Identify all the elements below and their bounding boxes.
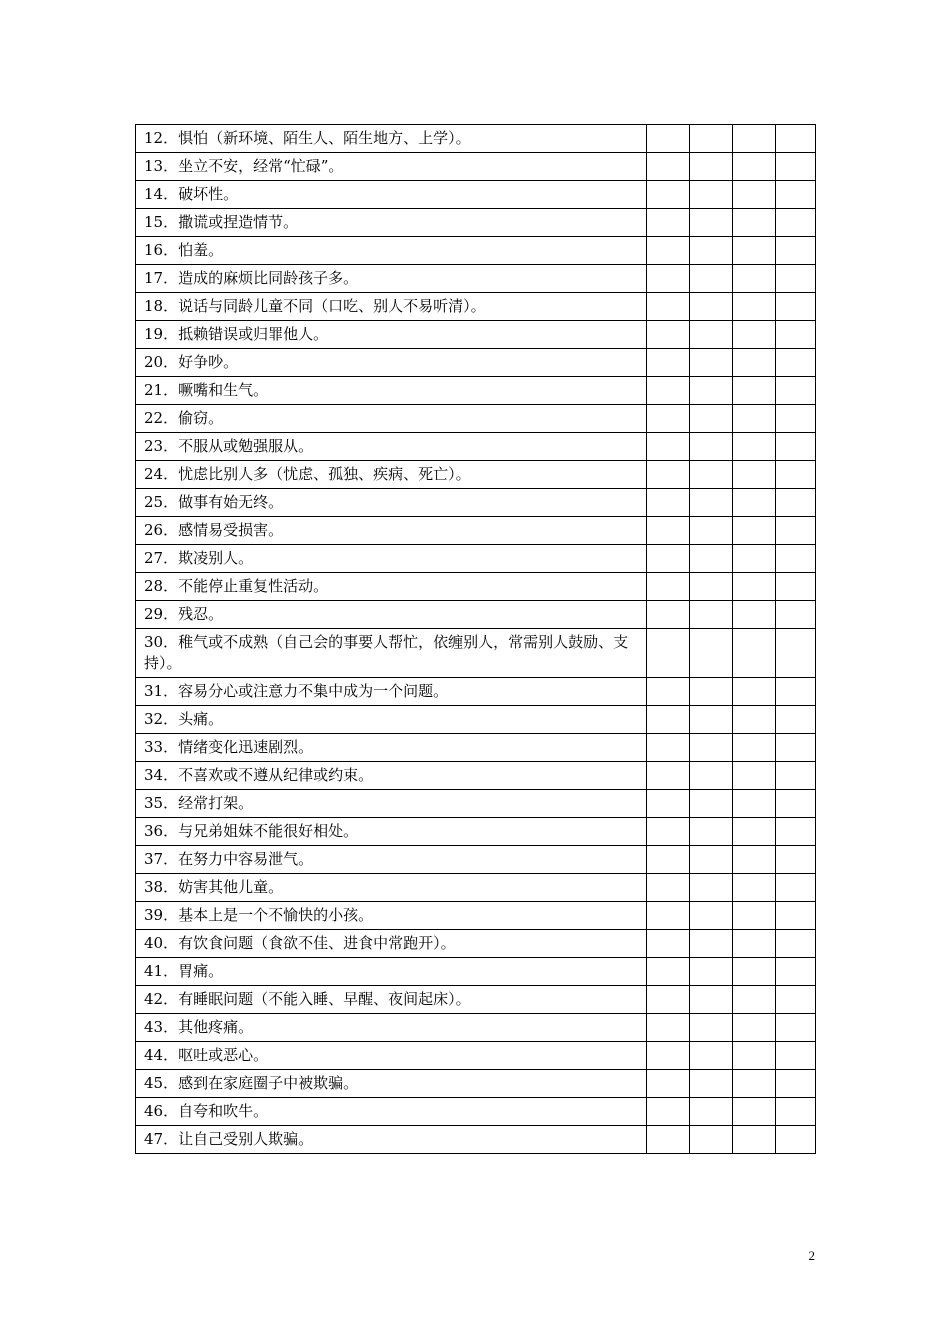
table-row — [136, 125, 816, 153]
rating-cell-4[interactable] — [776, 237, 816, 265]
item-text: 33．情绪变化迅速剧烈。 — [136, 734, 647, 762]
table-row — [136, 209, 816, 237]
rating-cell-2[interactable] — [690, 902, 733, 930]
rating-cell-2[interactable] — [690, 461, 733, 489]
rating-cell-3[interactable] — [733, 762, 776, 790]
item-text: 16．怕羞。 — [136, 237, 647, 265]
table-row — [136, 153, 816, 181]
rating-cell-1[interactable] — [647, 678, 690, 706]
rating-cell-2[interactable] — [690, 125, 733, 153]
table-row — [136, 762, 816, 790]
table-row — [136, 790, 816, 818]
rating-cell-2[interactable] — [690, 293, 733, 321]
rating-cell-3[interactable] — [733, 734, 776, 762]
table-row — [136, 1042, 816, 1070]
rating-cell-1[interactable] — [647, 125, 690, 153]
table-row — [136, 930, 816, 958]
table-row — [136, 237, 816, 265]
rating-cell-2[interactable] — [690, 762, 733, 790]
item-text: 15．撒谎或捏造情节。 — [136, 209, 647, 237]
rating-cell-3[interactable] — [733, 433, 776, 461]
rating-cell-2[interactable] — [690, 377, 733, 405]
table-row — [136, 489, 816, 517]
table-row — [136, 433, 816, 461]
item-text: 21．噘嘴和生气。 — [136, 377, 647, 405]
rating-cell-2[interactable] — [690, 1014, 733, 1042]
rating-cell-3[interactable] — [733, 489, 776, 517]
rating-cell-1[interactable] — [647, 377, 690, 405]
rating-cell-1[interactable] — [647, 153, 690, 181]
rating-cell-3[interactable] — [733, 181, 776, 209]
rating-cell-1[interactable] — [647, 734, 690, 762]
rating-cell-3[interactable] — [733, 125, 776, 153]
item-text: 23．不服从或勉强服从。 — [136, 433, 647, 461]
item-text: 13．坐立不安，经常“忙碌”。 — [136, 153, 647, 181]
rating-cell-4[interactable] — [776, 209, 816, 237]
rating-cell-3[interactable] — [733, 349, 776, 377]
rating-cell-4[interactable] — [776, 762, 816, 790]
table-row — [136, 545, 816, 573]
table-row — [136, 818, 816, 846]
rating-cell-1[interactable] — [647, 433, 690, 461]
rating-cell-4[interactable] — [776, 265, 816, 293]
rating-cell-4[interactable] — [776, 818, 816, 846]
item-text: 42．有睡眠问题（不能入睡、早醒、夜间起床）。 — [136, 986, 647, 1014]
rating-cell-3[interactable] — [733, 573, 776, 601]
rating-cell-1[interactable] — [647, 181, 690, 209]
rating-cell-3[interactable] — [733, 629, 776, 678]
rating-cell-4[interactable] — [776, 181, 816, 209]
rating-cell-3[interactable] — [733, 377, 776, 405]
item-text: 30．稚气或不成熟（自己会的事要人帮忙，依缠别人，常需别人鼓励、支持）。 — [136, 629, 647, 678]
rating-cell-4[interactable] — [776, 573, 816, 601]
rating-cell-3[interactable] — [733, 517, 776, 545]
item-text: 17．造成的麻烦比同龄孩子多。 — [136, 265, 647, 293]
item-text: 41．胃痛。 — [136, 958, 647, 986]
item-text: 25．做事有始无终。 — [136, 489, 647, 517]
table-row — [136, 461, 816, 489]
item-text: 47．让自己受别人欺骗。 — [136, 1126, 647, 1154]
rating-cell-4[interactable] — [776, 1098, 816, 1126]
rating-cell-3[interactable] — [733, 846, 776, 874]
rating-cell-4[interactable] — [776, 734, 816, 762]
rating-cell-3[interactable] — [733, 405, 776, 433]
rating-cell-1[interactable] — [647, 1126, 690, 1154]
rating-cell-2[interactable] — [690, 237, 733, 265]
rating-cell-3[interactable] — [733, 545, 776, 573]
table-row — [136, 846, 816, 874]
rating-cell-2[interactable] — [690, 349, 733, 377]
rating-cell-2[interactable] — [690, 1070, 733, 1098]
table-row — [136, 377, 816, 405]
rating-cell-1[interactable] — [647, 930, 690, 958]
rating-cell-1[interactable] — [647, 265, 690, 293]
rating-cell-3[interactable] — [733, 321, 776, 349]
rating-cell-4[interactable] — [776, 545, 816, 573]
rating-cell-2[interactable] — [690, 517, 733, 545]
table-row — [136, 1126, 816, 1154]
rating-cell-2[interactable] — [690, 678, 733, 706]
table-row — [136, 293, 816, 321]
rating-cell-4[interactable] — [776, 405, 816, 433]
rating-cell-2[interactable] — [690, 181, 733, 209]
item-text: 12．惧怕（新环境、陌生人、陌生地方、上学）。 — [136, 125, 647, 153]
item-text: 45．感到在家庭圈子中被欺骗。 — [136, 1070, 647, 1098]
rating-cell-4[interactable] — [776, 1042, 816, 1070]
item-text: 18．说话与同龄儿童不同（口吃、别人不易听清）。 — [136, 293, 647, 321]
table-row — [136, 986, 816, 1014]
item-text: 24．忧虑比别人多（忧虑、孤独、疾病、死亡）。 — [136, 461, 647, 489]
table-row — [136, 1098, 816, 1126]
table-row — [136, 265, 816, 293]
rating-cell-1[interactable] — [647, 902, 690, 930]
rating-cell-4[interactable] — [776, 489, 816, 517]
rating-cell-4[interactable] — [776, 153, 816, 181]
rating-cell-4[interactable] — [776, 902, 816, 930]
item-text: 35．经常打架。 — [136, 790, 647, 818]
item-text: 31．容易分心或注意力不集中成为一个问题。 — [136, 678, 647, 706]
rating-cell-3[interactable] — [733, 237, 776, 265]
rating-cell-3[interactable] — [733, 1126, 776, 1154]
rating-cell-4[interactable] — [776, 125, 816, 153]
item-text: 39．基本上是一个不愉快的小孩。 — [136, 902, 647, 930]
rating-cell-4[interactable] — [776, 629, 816, 678]
table-row — [136, 181, 816, 209]
item-text: 19．抵赖错误或归罪他人。 — [136, 321, 647, 349]
rating-cell-1[interactable] — [647, 461, 690, 489]
rating-cell-4[interactable] — [776, 321, 816, 349]
rating-cell-2[interactable] — [690, 1042, 733, 1070]
rating-cell-4[interactable] — [776, 678, 816, 706]
rating-cell-3[interactable] — [733, 818, 776, 846]
table-row — [136, 517, 816, 545]
rating-cell-3[interactable] — [733, 153, 776, 181]
rating-cell-1[interactable] — [647, 790, 690, 818]
rating-cell-4[interactable] — [776, 1070, 816, 1098]
rating-cell-3[interactable] — [733, 461, 776, 489]
rating-cell-2[interactable] — [690, 601, 733, 629]
rating-cell-3[interactable] — [733, 293, 776, 321]
rating-cell-2[interactable] — [690, 153, 733, 181]
rating-cell-1[interactable] — [647, 958, 690, 986]
rating-cell-2[interactable] — [690, 405, 733, 433]
item-text: 29．残忍。 — [136, 601, 647, 629]
rating-cell-2[interactable] — [690, 790, 733, 818]
rating-cell-3[interactable] — [733, 1098, 776, 1126]
rating-cell-2[interactable] — [690, 545, 733, 573]
item-text: 46．自夸和吹牛。 — [136, 1098, 647, 1126]
table-row — [136, 629, 816, 678]
rating-cell-2[interactable] — [690, 818, 733, 846]
rating-cell-2[interactable] — [690, 1098, 733, 1126]
item-text: 22．偷窃。 — [136, 405, 647, 433]
rating-cell-1[interactable] — [647, 1070, 690, 1098]
item-text: 14．破坏性。 — [136, 181, 647, 209]
table-row — [136, 678, 816, 706]
rating-cell-1[interactable] — [647, 1014, 690, 1042]
rating-cell-1[interactable] — [647, 846, 690, 874]
rating-cell-2[interactable] — [690, 629, 733, 678]
rating-cell-2[interactable] — [690, 930, 733, 958]
item-text: 26．感情易受损害。 — [136, 517, 647, 545]
rating-cell-3[interactable] — [733, 790, 776, 818]
item-text: 32．头痛。 — [136, 706, 647, 734]
table-row — [136, 1070, 816, 1098]
rating-cell-3[interactable] — [733, 930, 776, 958]
page-number: 2 — [808, 1248, 815, 1263]
rating-cell-2[interactable] — [690, 573, 733, 601]
item-text: 20．好争吵。 — [136, 349, 647, 377]
rating-cell-3[interactable] — [733, 209, 776, 237]
rating-cell-2[interactable] — [690, 706, 733, 734]
rating-cell-2[interactable] — [690, 433, 733, 461]
rating-cell-3[interactable] — [733, 678, 776, 706]
rating-cell-3[interactable] — [733, 1070, 776, 1098]
item-text: 36．与兄弟姐妹不能很好相处。 — [136, 818, 647, 846]
rating-cell-1[interactable] — [647, 237, 690, 265]
rating-cell-1[interactable] — [647, 517, 690, 545]
item-text: 43．其他疼痛。 — [136, 1014, 647, 1042]
table-row — [136, 874, 816, 902]
item-text: 44．呕吐或恶心。 — [136, 1042, 647, 1070]
questionnaire-rows — [136, 125, 816, 1154]
table-row — [136, 573, 816, 601]
rating-cell-4[interactable] — [776, 601, 816, 629]
rating-cell-4[interactable] — [776, 517, 816, 545]
rating-cell-1[interactable] — [647, 349, 690, 377]
rating-cell-2[interactable] — [690, 846, 733, 874]
rating-cell-2[interactable] — [690, 734, 733, 762]
rating-cell-4[interactable] — [776, 706, 816, 734]
item-text: 28．不能停止重复性活动。 — [136, 573, 647, 601]
rating-cell-2[interactable] — [690, 209, 733, 237]
table-row — [136, 1014, 816, 1042]
rating-cell-1[interactable] — [647, 489, 690, 517]
rating-cell-1[interactable] — [647, 1098, 690, 1126]
rating-cell-2[interactable] — [690, 321, 733, 349]
rating-cell-4[interactable] — [776, 930, 816, 958]
rating-cell-1[interactable] — [647, 706, 690, 734]
rating-cell-4[interactable] — [776, 1126, 816, 1154]
rating-cell-1[interactable] — [647, 874, 690, 902]
table-row — [136, 706, 816, 734]
rating-cell-4[interactable] — [776, 461, 816, 489]
rating-cell-3[interactable] — [733, 1014, 776, 1042]
rating-cell-4[interactable] — [776, 846, 816, 874]
rating-cell-3[interactable] — [733, 1042, 776, 1070]
rating-cell-4[interactable] — [776, 377, 816, 405]
rating-cell-1[interactable] — [647, 321, 690, 349]
rating-cell-1[interactable] — [647, 629, 690, 678]
rating-cell-4[interactable] — [776, 1014, 816, 1042]
table-row — [136, 734, 816, 762]
table-row — [136, 902, 816, 930]
rating-cell-1[interactable] — [647, 573, 690, 601]
questionnaire-table — [135, 124, 816, 1154]
rating-cell-2[interactable] — [690, 1126, 733, 1154]
rating-cell-3[interactable] — [733, 706, 776, 734]
rating-cell-4[interactable] — [776, 790, 816, 818]
rating-cell-4[interactable] — [776, 349, 816, 377]
rating-cell-4[interactable] — [776, 433, 816, 461]
rating-cell-1[interactable] — [647, 986, 690, 1014]
rating-cell-2[interactable] — [690, 489, 733, 517]
item-text: 38．妨害其他儿童。 — [136, 874, 647, 902]
table-row — [136, 601, 816, 629]
rating-cell-1[interactable] — [647, 405, 690, 433]
rating-cell-3[interactable] — [733, 601, 776, 629]
table-row — [136, 958, 816, 986]
rating-cell-1[interactable] — [647, 545, 690, 573]
rating-cell-3[interactable] — [733, 874, 776, 902]
rating-cell-1[interactable] — [647, 293, 690, 321]
item-text: 27．欺凌别人。 — [136, 545, 647, 573]
table-row — [136, 349, 816, 377]
rating-cell-3[interactable] — [733, 902, 776, 930]
table-row — [136, 321, 816, 349]
rating-cell-2[interactable] — [690, 874, 733, 902]
rating-cell-4[interactable] — [776, 293, 816, 321]
rating-cell-1[interactable] — [647, 601, 690, 629]
rating-cell-2[interactable] — [690, 986, 733, 1014]
rating-cell-4[interactable] — [776, 874, 816, 902]
rating-cell-4[interactable] — [776, 958, 816, 986]
rating-cell-2[interactable] — [690, 958, 733, 986]
rating-cell-3[interactable] — [733, 986, 776, 1014]
rating-cell-2[interactable] — [690, 265, 733, 293]
table-row — [136, 405, 816, 433]
rating-cell-1[interactable] — [647, 818, 690, 846]
item-text: 37．在努力中容易泄气。 — [136, 846, 647, 874]
item-text: 34．不喜欢或不遵从纪律或约束。 — [136, 762, 647, 790]
rating-cell-4[interactable] — [776, 986, 816, 1014]
item-text: 40．有饮食问题（食欲不佳、进食中常跑开）。 — [136, 930, 647, 958]
rating-cell-1[interactable] — [647, 762, 690, 790]
rating-cell-3[interactable] — [733, 265, 776, 293]
rating-cell-1[interactable] — [647, 209, 690, 237]
rating-cell-3[interactable] — [733, 958, 776, 986]
rating-cell-1[interactable] — [647, 1042, 690, 1070]
